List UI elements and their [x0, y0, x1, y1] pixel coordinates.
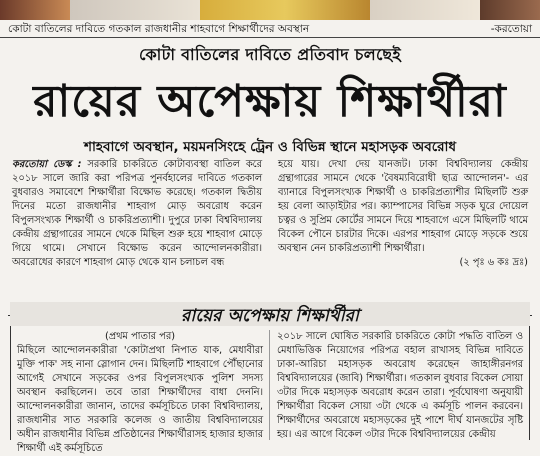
article-text-2: হয়ে যায়। দেখা দেয় যানজট। ঢাকা বিশ্ববিদ্যালয় কেন্দ্রীয় গ্রন্থাগারের সামনে থেকে 'বৈষম্যবিরোধী ছাত্র আন্দোলন'- এর ব্যানারে বিপুলসংখ্যক শিক্ষার্থী ও চাকরিপ্রত্যাশীর মিছিলটি শুরু হয় বেলা আড়াইটার পর। ক্যাম্পাসের বিভিন্ন সড়ক ঘুরে দোয়েল চত্বর ও সুপ্রিম কোর্টের সামনে দিয়ে শাহবাগে এসে মিছিলটি থামে বিকেল পৌনে চারটার দিকে। এরপর শাহবাগ মোড়ে সড়কে শুয়ে অবস্থান নেন চাকরিপ্রত্যাশী শিক্ষার্থীরা। [278, 159, 528, 254]
column-separator [269, 330, 270, 440]
photo-caption-row [0, 20, 540, 38]
article-text-1: সরকারি চাকরিতে কোটাব্যবস্থা বাতিল করে ২০১৮ সালে জারি করা পরিপত্র পুনর্বহালের দাবিতে গতকাল বুধবারও সমাবেশে শিক্ষার্থীরা বিক্ষোভ করেছে। গতকাল দ্বিতীয় দিনের মতো রাজধানীর শাহবাগ মোড় অবরোধ করেন বিপুলসংখ্যক শিক্ষার্থী ও চাকরিপ্রত্যাশী। দুপুরে ঢাকা বিশ্ববিদ্যালয় কেন্দ্রীয় গ্রন্থাগারের সামনে থেকে মিছিল শুরু হয়ে শাহবাগ মোড়ে গিয়ে থামে। সেখানে বিক্ষোভ করেন আন্দোলনকারীরা। অবরোধের কারণে শাহবাগ মোড় থেকে যান চলাচল বন্ধ [12, 159, 262, 268]
article-column-2 [278, 158, 528, 316]
continuation-text-1: মিছিলে আন্দোলনকারীরা 'কোটাপ্রথা নিপাত যাক, মেধাবীরা মুক্তি পাক' সহ নানা স্লোগান দেন। মিছিলটি শাহবাগে পৌঁছানোর আগেই সেখানে সড়কের ওপর বিপুলসংখ্যক পুলিশ সদস্য অবস্থান করছিলেন। তবে তারা শিক্ষার্থীদের বাধা দেননি। আন্দোলনকারীরা জানান, তাদের কর্মসূচিতে ঢাকা বিশ্ববিদ্যালয়, রাজধানীর সাত সরকারি কলেজ ও জাতীয় বিশ্ববিদ্যালয়ের অধীন রাজধানীর বিভিন্ন প্রতিষ্ঠানের শিক্ষার্থীরাসহ হাজার হাজার শিক্ষার্থী এই কর্মসূচিতে [17, 345, 263, 454]
continuation-box [10, 326, 530, 454]
headline: রায়ের অপেক্ষায় শিক্ষার্থীরা [33, 76, 507, 127]
photo-credit: -করতোয়া [490, 23, 532, 35]
continuation-column-2 [277, 330, 523, 440]
article-column-1 [12, 158, 262, 316]
byline: করতোয়া ডেস্ক : [12, 159, 82, 170]
continuation-title-bar [10, 302, 530, 326]
continuation-column-1 [17, 330, 263, 454]
continuation-title: রায়ের অপেক্ষায় শিক্ষার্থীরা [181, 306, 359, 326]
page-note: (প্রথম পাতার পর) [104, 331, 176, 342]
subhead: শাহবাগে অবস্থান, ময়মনসিংহে ট্রেন ও বিভিন্ন স্থানে মহাসড়ক অবরোধ [83, 139, 457, 155]
news-photo [0, 0, 540, 20]
kicker: কোটা বাতিলের দাবিতে প্রতিবাদ চলছেই [139, 45, 401, 64]
photo-caption: কোটা বাতিলের দাবিতে গতকাল রাজধানীর শাহবাগে শিক্ষার্থীদের অবস্থান [8, 23, 310, 35]
continued-note: (২ পৃঃ ৬ কঃ দ্রঃ) [459, 257, 528, 268]
continuation-text-2: ২০১৮ সালে ঘোষিত সরকারি চাকরিতে কোটা পদ্ধতি বাতিল ও মেধাভিত্তিক নিয়োগের পরিপত্র বহাল রাখাসহ বিভিন্ন দাবিতে ঢাকা-আরিচা মহাসড়ক অবরোধ করেছেন জাহাঙ্গীরনগর বিশ্ববিদ্যালয়ের (জাবি) শিক্ষার্থীরা। গতকাল বুধবার বিকেল সোয়া ৩টার দিকে মহাসড়ক অবরোধ করেন তারা। পূর্বঘোষণা অনুযায়ী শিক্ষার্থীরা বিকেল সোয়া ৩টা থেকে এ কর্মসূচি পালন করবেন। শিক্ষার্থীদের অবরোধে মহাসড়কের দুই পাশে দীর্ঘ যানজটের সৃষ্টি হয়। এর আগে বিকেল ৩টার দিকে বিশ্ববিদ্যালয়ের কেন্দ্রীয় [277, 331, 523, 440]
